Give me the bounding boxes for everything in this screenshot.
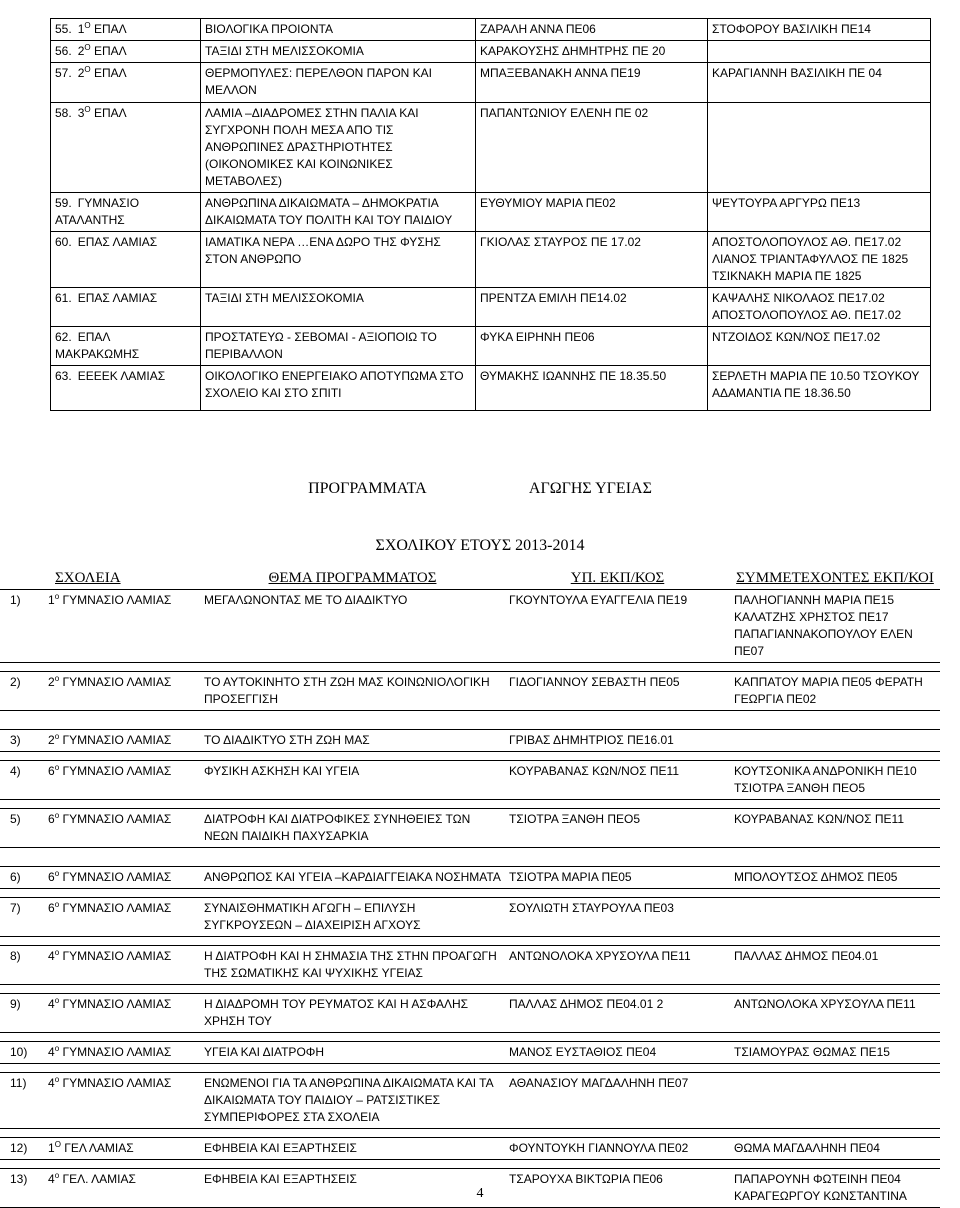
- row-number: 8): [10, 949, 21, 963]
- lead-teacher-cell: ΦΥΚΑ ΕΙΡΗΝΗ ΠΕ06: [476, 327, 708, 366]
- lead-teacher-cell: ΓΡΙΒΑΣ ΔΗΜΗΤΡΙΟΣ ΠΕ16.01: [505, 730, 730, 752]
- row-number: 55.: [55, 22, 72, 36]
- partners-cell: ΜΠΟΛΟΥΤΣΟΣ ΔΗΜΟΣ ΠΕ05: [730, 867, 940, 889]
- spacer-cell: [0, 1160, 940, 1169]
- row-spacer: [0, 663, 940, 672]
- partners-cell: [708, 103, 931, 193]
- spacer-cell: [0, 663, 940, 672]
- school-name: ΓΥΜΝΑΣΙΟ ΛΑΜΙΑΣ: [59, 812, 172, 826]
- spacer-cell: [0, 985, 940, 994]
- partners-cell: ΚΑΠΠΑΤΟΥ ΜΑΡΙΑ ΠΕ05 ΦΕΡΑΤΗ ΓΕΩΡΓΙΑ ΠΕ02: [730, 672, 940, 711]
- row-number: 57.: [55, 66, 72, 80]
- topic-cell: ΑΝΘΡΩΠΙΝΑ ΔΙΚΑΙΩΜΑΤΑ – ΔΗΜΟΚΡΑΤΙΑ ΔΙΚΑΙΩΜΑΤΑ ΤΟΥ ΠΟΛΙΤΗ ΚΑΙ ΤΟΥ ΠΑΙΔΙΟΥ: [201, 193, 476, 232]
- school-cell: [0, 1138, 200, 1160]
- table-row: [0, 809, 940, 848]
- col-header-partners: ΣΥΜΜΕΤΕΧΟΝΤΕΣ ΕΚΠ/ΚΟΙ: [736, 570, 934, 586]
- partners-cell: [708, 41, 931, 63]
- school-name: 2: [77, 44, 85, 58]
- spacer-cell: [0, 889, 940, 898]
- school-name: ΓΥΜΝΑΣΙΟ ΛΑΜΙΑΣ: [59, 1076, 172, 1090]
- table-row: [0, 590, 940, 663]
- school-cell: [0, 898, 200, 937]
- partners-cell: ΤΣΙΑΜΟΥΡΑΣ ΘΩΜΑΣ ΠΕ15: [730, 1042, 940, 1064]
- ordinal-superscript: ο: [54, 763, 60, 772]
- ordinal-superscript: ο: [54, 811, 60, 820]
- lead-teacher-cell: ΤΣΙΟΤΡΑ ΞΑΝΘΗ ΠΕΟ5: [505, 809, 730, 848]
- ordinal-superscript: ο: [54, 1171, 60, 1180]
- partners-cell: ΨΕΥΤΟΥΡΑ ΑΡΓΥΡΩ ΠΕ13: [708, 193, 931, 232]
- lead-teacher-cell: ΖΑΡΑΛΗ ΑΝΝΑ ΠΕ06: [476, 19, 708, 41]
- topic-cell: ΣΥΝΑΙΣΘΗΜΑΤΙΚΗ ΑΓΩΓΗ – ΕΠΙΛΥΣΗ ΣΥΓΚΡΟΥΣΕΩΝ – ΔΙΑΧΕΙΡΙΣΗ ΑΓΧΟΥΣ: [200, 898, 505, 937]
- row-spacer: [0, 752, 940, 761]
- row-number: 6): [10, 870, 21, 884]
- school-ordinal: 4: [48, 1076, 55, 1090]
- row-spacer: [0, 800, 940, 809]
- topic-cell: ΙΑΜΑΤΙΚΑ ΝΕΡΑ …ΕΝΑ ΔΩΡΟ ΤΗΣ ΦΥΣΗΣ ΣΤΟΝ ΑΝΘΡΩΠΟ: [201, 232, 476, 288]
- lead-teacher-cell: ΚΑΡΑΚΟΥΣΗΣ ΔΗΜΗΤΡΗΣ ΠΕ 20: [476, 41, 708, 63]
- topic-cell: ΒΙΟΛΟΓΙΚΑ ΠΡΟΙΟΝΤΑ: [201, 19, 476, 41]
- ordinal-superscript: Ο: [84, 65, 91, 74]
- school-type: ΕΠΑΛ: [90, 22, 127, 36]
- lead-teacher-cell: ΘΥΜΑΚΗΣ ΙΩΑΝΝΗΣ ΠΕ 18.35.50: [476, 366, 708, 411]
- school-cell: [0, 994, 200, 1033]
- school-cell: [0, 867, 200, 889]
- partners-cell: ΝΤΖΟΙΔΟΣ ΚΩΝ/ΝΟΣ ΠΕ17.02: [708, 327, 931, 366]
- row-number: 3): [10, 733, 21, 747]
- school-type: ΕΠΑΛ: [90, 44, 127, 58]
- table-row: [0, 730, 940, 752]
- table-header-row: [0, 568, 940, 590]
- lead-teacher-cell: ΠΑΛΛΑΣ ΔΗΜΟΣ ΠΕ04.01 2: [505, 994, 730, 1033]
- row-number: 5): [10, 812, 21, 826]
- lead-teacher-cell: ΓΚΟΥΝΤΟΥΛΑ ΕΥΑΓΓΕΛΙΑ ΠΕ19: [505, 590, 730, 663]
- lead-teacher-cell: ΜΑΝΟΣ ΕΥΣΤΑΘΙΟΣ ΠΕ04: [505, 1042, 730, 1064]
- table-health-programs: [0, 568, 940, 1208]
- school-cell: [0, 946, 200, 985]
- ordinal-superscript: ο: [54, 674, 60, 683]
- spacer-cell: [0, 1033, 940, 1042]
- school-name: 1: [77, 22, 85, 36]
- spacer-cell: [0, 800, 940, 809]
- row-number: 61.: [55, 291, 72, 305]
- partners-cell: ΘΩΜΑ ΜΑΓΔΑΛΗΝΗ ΠΕ04: [730, 1138, 940, 1160]
- ordinal-superscript: Ο: [84, 21, 91, 30]
- col-header-topic: ΘΕΜΑ ΠΡΟΓΡΑΜΜΑΤΟΣ: [268, 570, 437, 586]
- topic-cell: ΕΦΗΒΕΙΑ ΚΑΙ ΕΞΑΡΤΗΣΕΙΣ: [200, 1138, 505, 1160]
- ordinal-superscript: ο: [54, 869, 60, 878]
- partners-cell: [730, 898, 940, 937]
- school-ordinal: 6: [48, 812, 55, 826]
- school-cell: [0, 1073, 200, 1129]
- lead-teacher-cell: ΠΡΕΝΤΖΑ ΕΜΙΛΗ ΠΕ14.02: [476, 288, 708, 327]
- lead-teacher-cell: ΦΟΥΝΤΟΥΚΗ ΓΙΑΝΝΟΥΛΑ ΠΕ02: [505, 1138, 730, 1160]
- program-heading-left: ΠΡΟΓΡΑΜΜΑΤΑ: [308, 480, 426, 497]
- spacer-cell: [0, 1064, 940, 1073]
- row-number: 7): [10, 901, 21, 915]
- table-row: [51, 63, 931, 103]
- school-name: ΕΕΕΕΚ ΛΑΜΙΑΣ: [77, 369, 166, 383]
- table-row: [51, 232, 931, 288]
- row-spacer: [0, 889, 940, 898]
- school-name: ΕΠΑΣ ΛΑΜΙΑΣ: [77, 291, 158, 305]
- table-body: [0, 590, 940, 1208]
- ordinal-superscript: ο: [54, 996, 60, 1005]
- partners-cell: ΠΑΠΑΡΟΥΝΗ ΦΩΤΕΙΝΗ ΠΕ04 ΚΑΡΑΓΕΩΡΓΟΥ ΚΩΝΣΤΑΝΤΙΝΑ: [730, 1169, 940, 1208]
- row-number: 59.: [55, 196, 72, 210]
- ordinal-superscript: ο: [54, 592, 60, 601]
- school-ordinal: 6: [48, 901, 55, 915]
- school-name: 2: [77, 66, 85, 80]
- school-name: ΕΠΑΣ ΛΑΜΙΑΣ: [77, 235, 158, 249]
- school-name: ΓΥΜΝΑΣΙΟ ΛΑΜΙΑΣ: [59, 870, 172, 884]
- topic-cell: ΟΙΚΟΛΟΓΙΚΟ ΕΝΕΡΓΕΙΑΚΟ ΑΠΟΤΥΠΩΜΑ ΣΤΟ ΣΧΟΛΕΙΟ ΚΑΙ ΣΤΟ ΣΠΙΤΙ: [201, 366, 476, 411]
- topic-cell: ΤΟ ΑΥΤΟΚΙΝΗΤΟ ΣΤΗ ΖΩΗ ΜΑΣ ΚΟΙΝΩΝΙΟΛΟΓΙΚΗ ΠΡΟΣΕΓΓΙΣΗ: [200, 672, 505, 711]
- ordinal-superscript: Ο: [84, 43, 91, 52]
- school-cell: [51, 366, 201, 411]
- partners-cell: ΑΝΤΩΝΟΛΟΚΑ ΧΡΥΣΟΥΛΑ ΠΕ11: [730, 994, 940, 1033]
- row-number: 2): [10, 675, 21, 689]
- school-ordinal: 4: [48, 1045, 55, 1059]
- school-name: ΓΕΛ ΛΑΜΙΑΣ: [60, 1141, 134, 1155]
- row-number: 13): [10, 1172, 28, 1186]
- school-cell: [51, 327, 201, 366]
- row-spacer: [0, 848, 940, 867]
- lead-teacher-cell: ΣΟΥΛΙΩΤΗ ΣΤΑΥΡΟΥΛΑ ΠΕ03: [505, 898, 730, 937]
- row-spacer: [0, 1064, 940, 1073]
- topic-cell: ΜΕΓΑΛΩΝΟΝΤΑΣ ΜΕ ΤΟ ΔΙΑΔΙΚΤΥΟ: [200, 590, 505, 663]
- school-ordinal: 1: [48, 1141, 55, 1155]
- spacer-cell: [0, 711, 940, 730]
- row-spacer: [0, 1160, 940, 1169]
- school-name: ΓΕΛ. ΛΑΜΙΑΣ: [59, 1172, 136, 1186]
- school-name: 3: [77, 106, 85, 120]
- row-number: 4): [10, 764, 21, 778]
- lead-teacher-cell: ΑΝΤΩΝΟΛΟΚΑ ΧΡΥΣΟΥΛΑ ΠΕ11: [505, 946, 730, 985]
- school-name: ΕΠΑΛ ΜΑΚΡΑΚΩΜΗΣ: [55, 330, 140, 361]
- spacer-cell: [0, 752, 940, 761]
- spacer-cell: [0, 848, 940, 867]
- school-cell: [51, 232, 201, 288]
- topic-cell: ΤΟ ΔΙΑΔΙΚΤΥΟ ΣΤΗ ΖΩΗ ΜΑΣ: [200, 730, 505, 752]
- table-row: [0, 1138, 940, 1160]
- partners-cell: ΣΤΟΦΟΡΟΥ ΒΑΣΙΛΙΚΗ ΠΕ14: [708, 19, 931, 41]
- col-header-lead: ΥΠ. ΕΚΠ/ΚΟΣ: [570, 570, 665, 586]
- lead-teacher-cell: ΓΙΔΟΓΙΑΝΝΟΥ ΣΕΒΑΣΤΗ ΠΕ05: [505, 672, 730, 711]
- row-number: 56.: [55, 44, 72, 58]
- row-spacer: [0, 985, 940, 994]
- topic-cell: ΦΥΣΙΚΗ ΑΣΚΗΣΗ ΚΑΙ ΥΓΕΙΑ: [200, 761, 505, 800]
- school-ordinal: 6: [48, 870, 55, 884]
- row-spacer: [0, 937, 940, 946]
- school-cell: [0, 1042, 200, 1064]
- table-row: [0, 1042, 940, 1064]
- topic-cell: ΠΡΟΣΤΑΤΕΥΩ - ΣΕΒΟΜΑΙ - ΑΞΙΟΠΟΙΩ ΤΟ ΠΕΡΙΒΑΛΛΟΝ: [201, 327, 476, 366]
- row-spacer: [0, 711, 940, 730]
- row-spacer: [0, 1033, 940, 1042]
- school-name: ΓΥΜΝΑΣΙΟ ΛΑΜΙΑΣ: [59, 901, 172, 915]
- row-number: 63.: [55, 369, 72, 383]
- ordinal-superscript: Ο: [54, 1140, 61, 1149]
- row-spacer: [0, 1129, 940, 1138]
- table-row: [51, 103, 931, 193]
- table-row: [51, 19, 931, 41]
- school-name: ΓΥΜΝΑΣΙΟ ΛΑΜΙΑΣ: [59, 675, 172, 689]
- school-cell: [0, 590, 200, 663]
- school-ordinal: 4: [48, 949, 55, 963]
- school-name: ΓΥΜΝΑΣΙΟ ΛΑΜΙΑΣ: [59, 949, 172, 963]
- school-type: ΕΠΑΛ: [90, 66, 127, 80]
- topic-cell: Η ΔΙΑΤΡΟΦΗ ΚΑΙ Η ΣΗΜΑΣΙΑ ΤΗΣ ΣΤΗΝ ΠΡΟΑΓΩΓΗ ΤΗΣ ΣΩΜΑΤΙΚΗΣ ΚΑΙ ΨΥΧΙΚΗΣ ΥΓΕΙΑΣ: [200, 946, 505, 985]
- ordinal-superscript: ο: [54, 732, 60, 741]
- partners-cell: ΚΟΥΡΑΒΑΝΑΣ ΚΩΝ/ΝΟΣ ΠΕ11: [730, 809, 940, 848]
- partners-cell: ΚΑΡΑΓΙΑΝΝΗ ΒΑΣΙΛΙΚΗ ΠΕ 04: [708, 63, 931, 103]
- ordinal-superscript: ο: [54, 1075, 60, 1084]
- row-number: 1): [10, 593, 21, 607]
- school-year-heading: [0, 537, 960, 555]
- table-row: [0, 867, 940, 889]
- school-ordinal: 4: [48, 1172, 55, 1186]
- row-number: 10): [10, 1045, 28, 1059]
- school-ordinal: 1: [48, 593, 55, 607]
- row-number: 12): [10, 1141, 28, 1155]
- topic-cell: ΘΕΡΜΟΠΥΛΕΣ: ΠΕΡΕΛΘΟΝ ΠΑΡΟΝ ΚΑΙ ΜΕΛΛΟΝ: [201, 63, 476, 103]
- school-ordinal: 4: [48, 997, 55, 1011]
- ordinal-superscript: ο: [54, 1044, 60, 1053]
- lead-teacher-cell: ΓΚΙΟΛΑΣ ΣΤΑΥΡΟΣ ΠΕ 17.02: [476, 232, 708, 288]
- ordinal-superscript: Ο: [84, 105, 91, 114]
- topic-cell: ΤΑΞΙΔΙ ΣΤΗ ΜΕΛΙΣΣΟΚΟΜΙΑ: [201, 41, 476, 63]
- partners-cell: ΠΑΛΗΟΓΙΑΝΝΗ ΜΑΡΙΑ ΠΕ15 ΚΑΛΑΤΖΗΣ ΧΡΗΣΤΟΣ ΠΕ17 ΠΑΠΑΓΙΑΝΝΑΚΟΠΟΥΛΟΥ ΕΛΕΝ ΠΕ07: [730, 590, 940, 663]
- lead-teacher-cell: ΕΥΘΥΜΙΟΥ ΜΑΡΙΑ ΠΕ02: [476, 193, 708, 232]
- school-cell: [51, 19, 201, 41]
- school-cell: [51, 41, 201, 63]
- program-heading: [0, 480, 960, 498]
- table-row: [0, 672, 940, 711]
- row-number: 58.: [55, 106, 72, 120]
- school-year-text: ΣΧΟΛΙΚΟΥ ΕΤΟΥΣ 2013-2014: [375, 537, 585, 554]
- partners-cell: ΣΕΡΛΕΤΗ ΜΑΡΙΑ ΠΕ 10.50 ΤΣΟΥΚΟΥ ΑΔΑΜΑΝΤΙΑ ΠΕ 18.36.50: [708, 366, 931, 411]
- table-row: [0, 994, 940, 1033]
- school-name: ΓΥΜΝΑΣΙΟ ΛΑΜΙΑΣ: [59, 593, 172, 607]
- ordinal-superscript: ο: [54, 948, 60, 957]
- lead-teacher-cell: ΤΣΑΡΟΥΧΑ ΒΙΚΤΩΡΙΑ ΠΕ06: [505, 1169, 730, 1208]
- table-row: [51, 41, 931, 63]
- school-type: ΕΠΑΛ: [90, 106, 127, 120]
- page-number: 4: [476, 1186, 484, 1201]
- table-row: [51, 288, 931, 327]
- topic-cell: ΑΝΘΡΩΠΟΣ ΚΑΙ ΥΓΕΙΑ –ΚΑΡΔΙΑΓΓΕΙΑΚΑ ΝΟΣΗΜΑΤΑ: [200, 867, 505, 889]
- partners-cell: ΚΟΥΤΣΟΝΙΚΑ ΑΝΔΡΟΝΙΚΗ ΠΕ10 ΤΣΙΟΤΡΑ ΞΑΝΘΗ ΠΕΟ5: [730, 761, 940, 800]
- ordinal-superscript: ο: [54, 900, 60, 909]
- school-name: ΓΥΜΝΑΣΙΟ ΛΑΜΙΑΣ: [59, 733, 172, 747]
- table-row: [0, 1073, 940, 1129]
- school-cell: [0, 730, 200, 752]
- topic-cell: ΤΑΞΙΔΙ ΣΤΗ ΜΕΛΙΣΣΟΚΟΜΙΑ: [201, 288, 476, 327]
- table-body: [51, 19, 931, 411]
- table-row: [0, 946, 940, 985]
- partners-cell: [730, 730, 940, 752]
- school-ordinal: 2: [48, 675, 55, 689]
- lead-teacher-cell: ΜΠΑΞΕΒΑΝΑΚΗ ΑΝΝΑ ΠΕ19: [476, 63, 708, 103]
- table-partial-programs: [50, 18, 931, 411]
- school-cell: [51, 63, 201, 103]
- partners-cell: ΠΑΛΛΑΣ ΔΗΜΟΣ ΠΕ04.01: [730, 946, 940, 985]
- topic-cell: ΕΦΗΒΕΙΑ ΚΑΙ ΕΞΑΡΤΗΣΕΙΣ: [200, 1169, 505, 1208]
- school-cell: [51, 103, 201, 193]
- partners-cell: ΚΑΨΑΛΗΣ ΝΙΚΟΛΑΟΣ ΠΕ17.02 ΑΠΟΣΤΟΛΟΠΟΥΛΟΣ ΑΘ. ΠΕ17.02: [708, 288, 931, 327]
- spacer-cell: [0, 937, 940, 946]
- topic-cell: ΥΓΕΙΑ ΚΑΙ ΔΙΑΤΡΟΦΗ: [200, 1042, 505, 1064]
- partners-cell: ΑΠΟΣΤΟΛΟΠΟΥΛΟΣ ΑΘ. ΠΕ17.02 ΛΙΑΝΟΣ ΤΡΙΑΝΤΑΦΥΛΛΟΣ ΠΕ 1825 ΤΣΙΚΝΑΚΗ ΜΑΡΙΑ ΠΕ 1825: [708, 232, 931, 288]
- school-ordinal: 6: [48, 764, 55, 778]
- table-row: [51, 193, 931, 232]
- school-name: ΓΥΜΝΑΣΙΟ ΑΤΑΛΑΝΤΗΣ: [55, 196, 140, 227]
- col-header-schools: ΣΧΟΛΕΙΑ: [55, 570, 121, 586]
- table-row: [0, 898, 940, 937]
- topic-cell: ΛΑΜΙΑ –ΔΙΑΔΡΟΜΕΣ ΣΤΗΝ ΠΑΛΙΑ ΚΑΙ ΣΥΓΧΡΟΝΗ ΠΟΛΗ ΜΕΣΑ ΑΠΟ ΤΙΣ ΑΝΘΡΩΠΙΝΕΣ ΔΡΑΣΤΗΡΙΟΤΗΤΕΣ (ΟΙΚΟΝΟΜΙΚΕΣ ΚΑΙ ΚΟΙΝΩΝΙΚΕΣ ΜΕΤΑΒΟΛΕΣ): [201, 103, 476, 193]
- lead-teacher-cell: ΑΘΑΝΑΣΙΟΥ ΜΑΓΔΑΛΗΝΗ ΠΕ07: [505, 1073, 730, 1129]
- school-cell: [0, 761, 200, 800]
- school-cell: [51, 288, 201, 327]
- lead-teacher-cell: ΠΑΠΑΝΤΩΝΙΟΥ ΕΛΕΝΗ ΠΕ 02: [476, 103, 708, 193]
- program-heading-right: ΑΓΩΓΗΣ ΥΓΕΙΑΣ: [528, 480, 652, 497]
- school-cell: [0, 809, 200, 848]
- topic-cell: Η ΔΙΑΔΡΟΜΗ ΤΟΥ ΡΕΥΜΑΤΟΣ ΚΑΙ Η ΑΣΦΑΛΗΣ ΧΡΗΣΗ ΤΟΥ: [200, 994, 505, 1033]
- school-cell: [51, 193, 201, 232]
- topic-cell: ΕΝΩΜΕΝΟΙ ΓΙΑ ΤΑ ΑΝΘΡΩΠΙΝΑ ΔΙΚΑΙΩΜΑΤΑ ΚΑΙ ΤΑ ΔΙΚΑΙΩΜΑΤΑ ΤΟΥ ΠΑΙΔΙΟΥ – ΡΑΤΣΙΣΤΙΚΕΣ ΣΥΜΠΕΡΙΦΟΡΕΣ ΣΤΑ ΣΧΟΛΕΙΑ: [200, 1073, 505, 1129]
- table-row: [51, 366, 931, 411]
- table-row: [0, 761, 940, 800]
- spacer-cell: [0, 1129, 940, 1138]
- lead-teacher-cell: ΤΣΙΟΤΡΑ ΜΑΡΙΑ ΠΕ05: [505, 867, 730, 889]
- row-number: 60.: [55, 235, 72, 249]
- school-cell: [0, 672, 200, 711]
- school-ordinal: 2: [48, 733, 55, 747]
- row-number: 62.: [55, 330, 72, 344]
- school-name: ΓΥΜΝΑΣΙΟ ΛΑΜΙΑΣ: [59, 1045, 172, 1059]
- school-name: ΓΥΜΝΑΣΙΟ ΛΑΜΙΑΣ: [59, 997, 172, 1011]
- row-number: 11): [10, 1076, 27, 1090]
- school-name: ΓΥΜΝΑΣΙΟ ΛΑΜΙΑΣ: [59, 764, 172, 778]
- table-row: [51, 327, 931, 366]
- topic-cell: ΔΙΑΤΡΟΦΗ ΚΑΙ ΔΙΑΤΡΟΦΙΚΕΣ ΣΥΝΗΘΕΙΕΣ ΤΩΝ ΝΕΩΝ ΠΑΙΔΙΚΗ ΠΑΧΥΣΑΡΚΙΑ: [200, 809, 505, 848]
- partners-cell: [730, 1073, 940, 1129]
- lead-teacher-cell: ΚΟΥΡΑΒΑΝΑΣ ΚΩΝ/ΝΟΣ ΠΕ11: [505, 761, 730, 800]
- row-number: 9): [10, 997, 21, 1011]
